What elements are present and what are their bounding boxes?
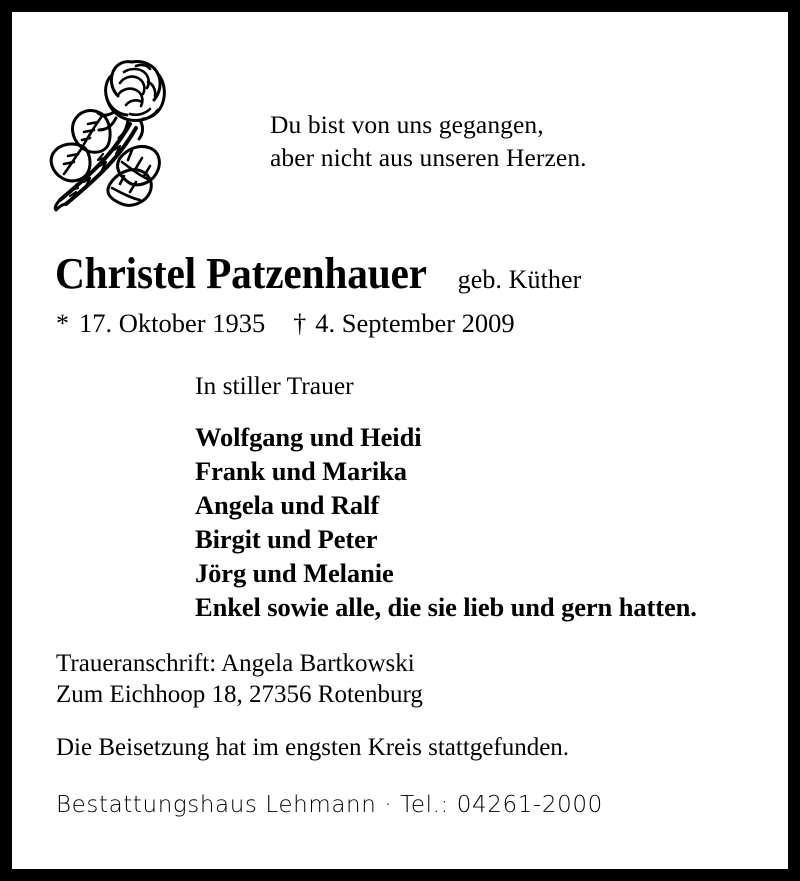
- page-title: Christel Patzenhauer: [55, 249, 427, 298]
- list-item: Jörg und Melanie: [195, 558, 394, 588]
- deceased-name-block: [55, 248, 775, 299]
- list-item: Wolfgang und Heidi: [195, 422, 422, 452]
- funeral-home-credit: Bestattungshaus Lehmann · Tel.: 04261-2000: [56, 792, 603, 818]
- obituary-card: [12, 12, 788, 869]
- maiden-name: geb. Küther: [457, 265, 582, 294]
- list-item: Angela und Ralf: [195, 490, 380, 520]
- birth-date: 17. Oktober 1935: [79, 308, 266, 338]
- list-item: Frank und Marika: [195, 456, 407, 486]
- life-dates: [56, 307, 515, 340]
- epitaph-line-2: aber nicht aus unseren Herzen.: [270, 143, 587, 172]
- list-item: Birgit und Peter: [195, 524, 378, 554]
- death-date: 4. September 2009: [315, 308, 515, 338]
- closing-section: [56, 648, 776, 820]
- mourner-list: [195, 420, 775, 624]
- epitaph-line-1: Du bist von uns gegangen,: [270, 110, 544, 139]
- epitaph-text: [270, 108, 770, 174]
- mourning-intro: In stiller Trauer: [195, 371, 354, 400]
- list-item: Enkel sowie alle, die sie lieb und gern hatten.: [195, 592, 697, 622]
- mourning-address: [56, 648, 776, 710]
- birth-star-icon: *: [56, 309, 69, 338]
- address-line-1: Traueranschrift: Angela Bartkowski: [56, 650, 415, 677]
- rose-icon: [44, 50, 182, 212]
- mourners-section: [195, 371, 775, 624]
- death-cross-icon: †: [293, 309, 307, 338]
- header-region: [12, 12, 788, 224]
- address-line-2: Zum Eichhoop 18, 27356 Rotenburg: [56, 681, 423, 708]
- funeral-note: Die Beisetzung hat im engsten Kreis stattgefunden.: [56, 734, 570, 761]
